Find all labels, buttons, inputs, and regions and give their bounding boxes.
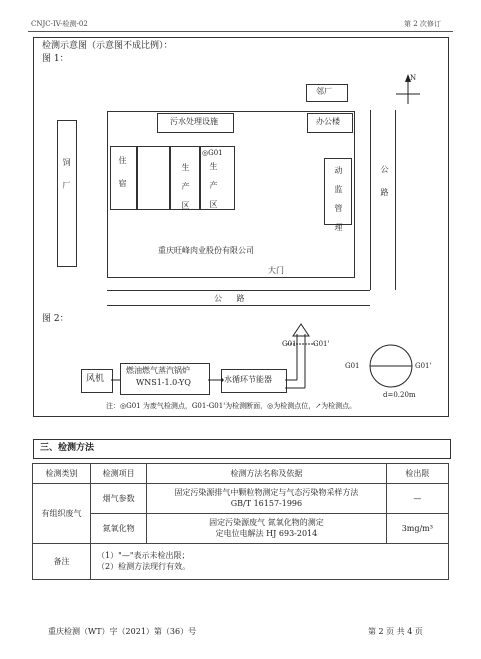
flue-flow-arrows [111, 320, 321, 400]
power-mgmt-label: 动 监 管 理 [334, 166, 343, 232]
table-row [33, 484, 449, 514]
company-name: 重庆旺峰肉业股份有限公司 [158, 246, 254, 255]
remark-1: （1）"—"表示未检出限； [97, 551, 190, 561]
g01-right-label: G01' [313, 340, 330, 348]
g01-left-label: G01 [282, 340, 297, 348]
water-saver-label: 水循环节能器 [224, 375, 272, 384]
fig1-label: 图 1： [42, 54, 69, 64]
header-category: 检测类别 [33, 464, 91, 484]
item-cell: 氮氧化物 [91, 514, 147, 544]
neighbor-factory-label: 邻厂 [316, 87, 332, 96]
boiler-label-line2: WNS1-1.0-YQ [136, 378, 191, 387]
methods-table [32, 463, 449, 580]
remarks-row [33, 544, 449, 580]
circle-g01-left: G01 [345, 362, 360, 370]
methods-header-row [33, 464, 449, 484]
doc-code: CNJC-IV-检测-02 [31, 20, 88, 28]
header-divider [28, 31, 453, 32]
table-row [33, 514, 449, 544]
g01-marker: ◎G01 [202, 149, 223, 157]
sewage-plant-label: 污水处理设施 [170, 117, 218, 126]
office-label: 办公楼 [316, 117, 340, 126]
gate-label: 大门 [268, 266, 284, 275]
limit-cell: 3mg/m³ [386, 514, 448, 544]
bottom-road-edge-bottom [107, 305, 370, 306]
limit-cell: — [386, 484, 448, 514]
production1-label: 生 产 区 [181, 163, 190, 210]
item-cell: 烟气参数 [91, 484, 147, 514]
method-title-bar [33, 439, 451, 459]
bottom-road-label: 公 路 [214, 294, 251, 303]
north-label: N [410, 74, 417, 82]
circle-g01-right: G01' [415, 362, 432, 370]
feed-factory-building [57, 120, 77, 267]
fig2-label: 图 2： [42, 314, 69, 324]
report-number: 重庆检测（WT）字（2021）第（36）号 [48, 627, 197, 636]
production2-label: 生 产 区 [209, 162, 218, 209]
method-line2: GB/T 16157-1996 [230, 498, 303, 508]
category-cell: 有组织废气 [33, 484, 91, 544]
boiler-label-line1: 燃油燃气蒸汽锅炉 [126, 366, 190, 375]
north-arrow-icon [392, 72, 424, 106]
feed-factory-label: 饲 厂 [62, 158, 71, 192]
right-road-edge-right [395, 110, 396, 290]
dorm-label: 住 宿 [118, 156, 127, 190]
header-limit: 检出限 [386, 464, 448, 484]
header-method: 检测方法名称及依据 [147, 464, 386, 484]
right-road-edge-left [370, 110, 371, 290]
right-road-label: 公 路 [380, 165, 389, 199]
method-cell [147, 514, 386, 544]
remark-2: （2）检测方法现行有效。 [97, 561, 191, 571]
remarks-label: 备注 [33, 544, 91, 580]
edition-label: 第 2 次修订 [404, 20, 441, 28]
method-line1: 固定污染源排气中颗粒物测定与气态污染物采样方法 [174, 488, 359, 498]
diameter-label: d=0.20m [383, 391, 416, 399]
remarks-cell [91, 544, 449, 580]
header-item: 检测项目 [91, 464, 147, 484]
diagram-note: 注：◎G01 为废气检测点，G01-G01'为检测断面，◎为检测点位，↗为检测点。 [106, 402, 357, 410]
diagram-title: 检测示意图（示意图不成比例）： [42, 41, 173, 51]
method-section-title: 三、检测方法 [40, 443, 95, 453]
page-indicator: 第 2 页 共 4 页 [368, 627, 423, 636]
method-cell [147, 484, 386, 514]
method-line1: 固定污染源废气 氮氧化物的测定 [209, 518, 324, 528]
fan-label: 风机 [86, 374, 105, 384]
cross-section-circle-icon [368, 343, 414, 389]
production-building-a [136, 146, 171, 210]
bottom-road-edge-top [107, 290, 370, 291]
method-line2: 定电位电解法 HJ 693-2014 [215, 528, 318, 538]
